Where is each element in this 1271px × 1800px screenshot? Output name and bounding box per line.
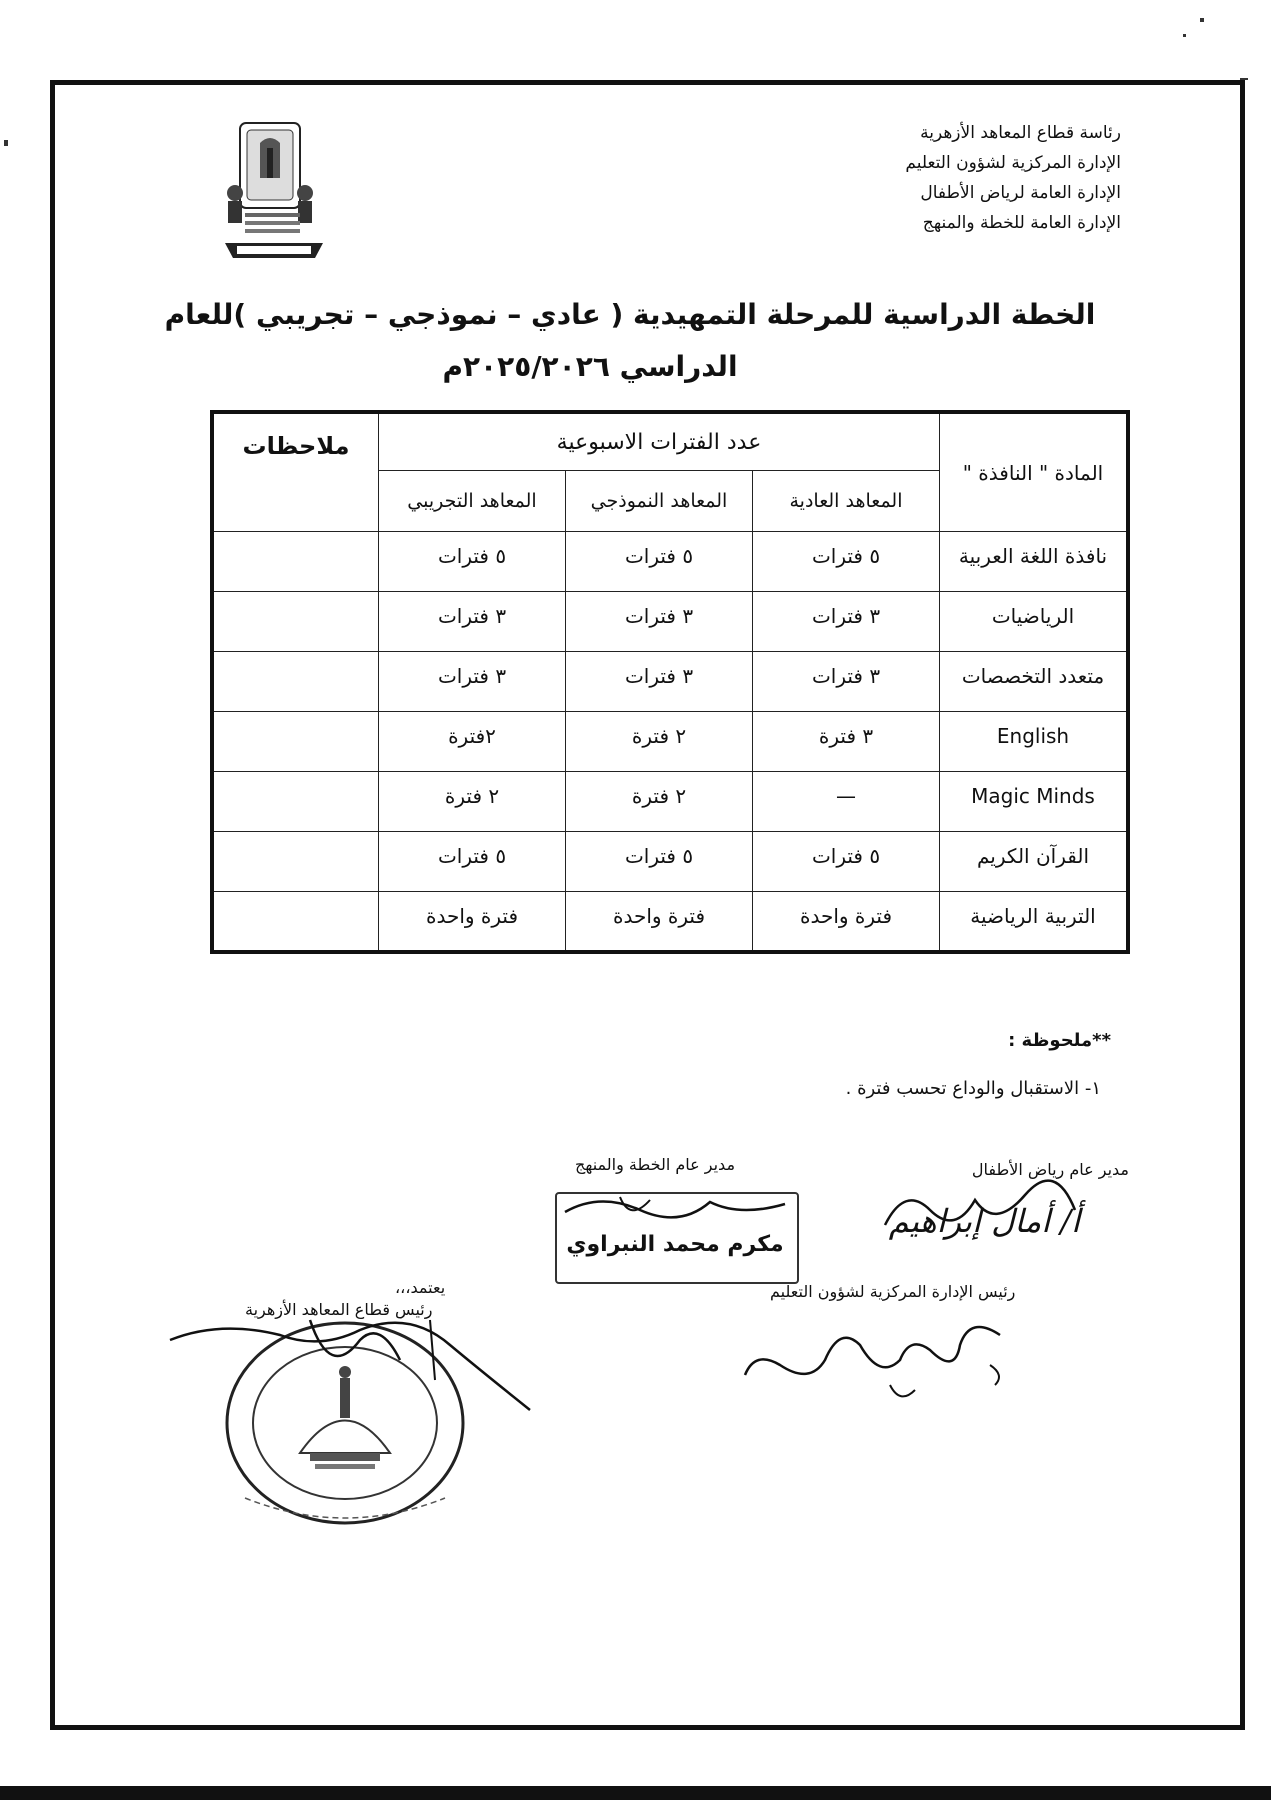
page-title: الخطة الدراسية للمرحلة التمهيدية ( عادي – نموذجي – تجريبي )للعام xyxy=(164,298,1096,331)
experimental-cell: ٢ فترة xyxy=(379,772,566,832)
scan-speck xyxy=(4,140,8,146)
subject-cell: التربية الرياضية xyxy=(940,892,1129,952)
kindergarten-director-signature xyxy=(875,1170,1115,1260)
plan-director-label: مدير عام الخطة والمنهج xyxy=(575,1155,736,1174)
plan-director-signature xyxy=(560,1182,790,1232)
notes-cell xyxy=(212,652,379,712)
regular-cell: ٣ فترات xyxy=(753,592,940,652)
letterhead-line: الإدارة العامة لرياض الأطفال xyxy=(920,183,1121,203)
page-title-year: الدراسي ٢٠٢٥/٢٠٢٦م xyxy=(442,350,738,383)
subject-cell: القرآن الكريم xyxy=(940,832,1129,892)
notes-cell xyxy=(212,712,379,772)
notes-header: ملاحظات xyxy=(212,412,379,532)
model-cell: ٥ فترات xyxy=(566,532,753,592)
central-admin-signature xyxy=(730,1305,1030,1415)
model-cell: ٣ فترات xyxy=(566,592,753,652)
experimental-cell: ٣ فترات xyxy=(379,592,566,652)
kindergarten-director-label: مدير عام رياض الأطفال xyxy=(971,1160,1129,1179)
scan-speck xyxy=(1200,18,1204,22)
table-row xyxy=(212,532,1128,592)
table-row xyxy=(212,592,1128,652)
sector-head-signature xyxy=(160,1300,540,1460)
experimental-cell: ٢فترة xyxy=(379,712,566,772)
model-cell: ٢ فترة xyxy=(566,712,753,772)
weekly-periods-header: عدد الفترات الاسبوعية xyxy=(379,412,940,471)
azhar-kindergarten-logo xyxy=(215,118,333,273)
letterhead-line: رئاسة قطاع المعاهد الأزهرية xyxy=(920,123,1121,143)
scan-speck xyxy=(1240,78,1248,80)
model-cell: ٥ فترات xyxy=(566,832,753,892)
experimental-cell: فترة واحدة xyxy=(379,892,566,952)
subject-cell: الرياضيات xyxy=(940,592,1129,652)
subject-cell: English xyxy=(940,712,1129,772)
plan-director-stamp-name: مكرم محمد النبراوي xyxy=(566,1232,784,1257)
model-cell: ٣ فترات xyxy=(566,652,753,712)
table-row xyxy=(212,892,1128,952)
table-row xyxy=(212,832,1128,892)
letterhead-line: الإدارة المركزية لشؤون التعليم xyxy=(905,153,1121,173)
model-cell: ٢ فترة xyxy=(566,772,753,832)
notes-cell xyxy=(212,772,379,832)
notes-cell xyxy=(212,592,379,652)
regular-cell: ٣ فترة xyxy=(753,712,940,772)
sector-head-label: رئيس قطاع المعاهد الأزهرية xyxy=(245,1300,433,1319)
approval-label: يعتمد،،، xyxy=(395,1278,446,1297)
experimental-cell: ٥ فترات xyxy=(379,832,566,892)
experimental-cell: ٥ فترات xyxy=(379,532,566,592)
study-plan-table xyxy=(210,410,1130,954)
subject-header: المادة " النافذة " xyxy=(940,412,1129,532)
note-item: ١- الاستقبال والوداع تحسب فترة . xyxy=(845,1078,1101,1099)
regular-institutes-header: المعاهد العادية xyxy=(753,471,940,532)
notes-cell xyxy=(212,532,379,592)
regular-cell: — xyxy=(753,772,940,832)
letterhead xyxy=(905,118,1121,238)
regular-cell: ٥ فترات xyxy=(753,532,940,592)
subject-cell: نافذة اللغة العربية xyxy=(940,532,1129,592)
notes-cell xyxy=(212,832,379,892)
scan-speck xyxy=(1183,34,1186,37)
experimental-institutes-header: المعاهد التجريبي xyxy=(379,471,566,532)
letterhead-line: الإدارة العامة للخطة والمنهج xyxy=(922,213,1121,233)
subject-cell: Magic Minds xyxy=(940,772,1129,832)
model-cell: فترة واحدة xyxy=(566,892,753,952)
note-title: **ملحوظة : xyxy=(1008,1030,1111,1051)
table-row xyxy=(212,772,1128,832)
table-row xyxy=(212,652,1128,712)
notes-cell xyxy=(212,892,379,952)
regular-cell: ٥ فترات xyxy=(753,832,940,892)
scan-edge-bar xyxy=(0,1786,1271,1800)
experimental-cell: ٣ فترات xyxy=(379,652,566,712)
regular-cell: فترة واحدة xyxy=(753,892,940,952)
kindergarten-director-name: أ/ أمال إبراهيم xyxy=(888,1202,1080,1240)
model-institutes-header: المعاهد النموذجي xyxy=(566,471,753,532)
central-admin-label: رئيس الإدارة المركزية لشؤون التعليم xyxy=(770,1282,1016,1301)
subject-cell: متعدد التخصصات xyxy=(940,652,1129,712)
table-row xyxy=(212,712,1128,772)
regular-cell: ٣ فترات xyxy=(753,652,940,712)
